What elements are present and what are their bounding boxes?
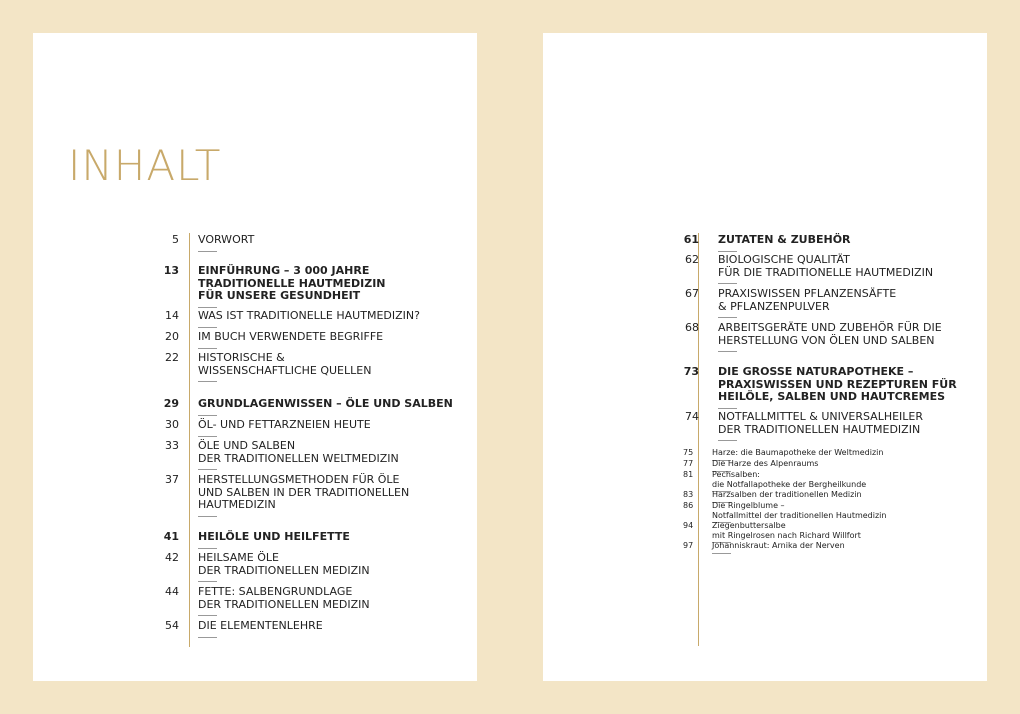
toc-entry-title xyxy=(198,265,386,308)
toc-page-number: 5 xyxy=(172,233,179,246)
toc-page-number: 29 xyxy=(163,397,179,410)
toc-page-number: 74 xyxy=(685,410,699,423)
toc-entry-title xyxy=(198,531,350,549)
toc-page-number: 62 xyxy=(685,253,699,266)
toc-page-number: 42 xyxy=(165,551,179,564)
toc-entry-underline xyxy=(198,581,217,582)
toc-entry-title xyxy=(198,440,399,470)
toc-entry-title-line: HISTORISCHE & xyxy=(198,351,285,364)
left-page xyxy=(33,33,477,681)
toc-entry-title-line: FETTE: SALBENGRUNDLAGE xyxy=(198,585,353,598)
toc-page-number: 44 xyxy=(165,585,179,598)
toc-page-number: 54 xyxy=(165,619,179,632)
toc-entry-underline xyxy=(718,408,737,409)
toc-entry-title-line: UND SALBEN IN DER TRADITIONELLEN xyxy=(198,485,410,499)
toc-entry-title-line: Die Harze des Alpenraums xyxy=(712,459,819,468)
toc-entry-title xyxy=(718,411,923,441)
toc-page-number: 41 xyxy=(163,530,179,543)
toc-page-number: 75 xyxy=(683,448,694,457)
toc-entry-title-line: HEILÖLE UND HEILFETTE xyxy=(198,530,350,543)
toc-entry-underline xyxy=(718,283,737,284)
toc-page-number: 67 xyxy=(685,287,699,300)
toc-entry-title xyxy=(712,541,845,554)
toc-page-number: 83 xyxy=(683,490,694,499)
toc-entry-underline xyxy=(718,317,737,318)
toc-entry-title xyxy=(198,398,453,416)
toc-entry-title xyxy=(718,288,896,318)
toc-entry-title-line: DIE ELEMENTENLEHRE xyxy=(198,619,323,632)
toc-entry-underline xyxy=(718,351,737,352)
toc-page-number: 61 xyxy=(683,233,699,246)
toc-entry-title-line: Johanniskraut: Arnika der Nerven xyxy=(712,541,845,550)
toc-entry-title xyxy=(718,254,933,284)
toc-entry-title-line: HAUTMEDIZIN xyxy=(198,498,276,511)
toc-page-number: 14 xyxy=(165,309,179,322)
toc-entry-title xyxy=(712,521,861,543)
toc-entry-underline xyxy=(198,436,217,437)
toc-page-number: 13 xyxy=(163,264,179,277)
toc-page-number: 73 xyxy=(683,365,699,378)
toc-entry-title-line: ARBEITSGERÄTE UND ZUBEHÖR FÜR DIE xyxy=(718,321,942,334)
toc-entry-title-line: Harze: die Baumapotheke der Weltmedizin xyxy=(712,448,884,457)
toc-entry-title xyxy=(198,352,371,382)
toc-entry-title-line: & PFLANZENPULVER xyxy=(718,299,830,313)
toc-entry-underline xyxy=(198,415,217,416)
toc-page-number: 30 xyxy=(165,418,179,431)
toc-entry-title-line: die Notfallapotheke der Bergheilkunde xyxy=(712,479,867,489)
toc-entry-title-line: HERSTELLUNG VON ÖLEN UND SALBEN xyxy=(718,333,935,347)
toc-entry-title-line: DER TRADITIONELLEN HAUTMEDIZIN xyxy=(718,422,921,436)
toc-entry-title-line: EINFÜHRUNG – 3 000 JAHRE xyxy=(198,264,370,277)
toc-entry-title-line: WISSENSCHAFTLICHE QUELLEN xyxy=(198,363,372,377)
toc-entry-title-line: IM BUCH VERWENDETE BEGRIFFE xyxy=(198,330,384,343)
toc-entry-underline xyxy=(198,348,217,349)
toc-entry-title-line: DER TRADITIONELLEN MEDIZIN xyxy=(198,597,370,611)
right-page xyxy=(543,33,987,681)
toc-entry-title-line: BIOLOGISCHE QUALITÄT xyxy=(718,253,850,266)
toc-page-number: 20 xyxy=(165,330,179,343)
toc-page-number: 86 xyxy=(683,501,694,510)
toc-entry-title-line: TRADITIONELLE HAUTMEDIZIN xyxy=(198,276,386,290)
toc-entry-title-line: DIE GROSSE NATURAPOTHEKE – xyxy=(718,365,914,378)
toc-entry-title xyxy=(198,310,420,328)
toc-entry-title-line: FÜR DIE TRADITIONELLE HAUTMEDIZIN xyxy=(718,265,934,279)
toc-entry-title-line: ZUTATEN & ZUBEHÖR xyxy=(718,233,851,246)
toc-page-number: 22 xyxy=(165,351,179,364)
toc-entry-title-line: HERSTELLUNGSMETHODEN FÜR ÖLE xyxy=(198,473,400,486)
toc-entry-underline xyxy=(198,548,217,549)
toc-entry-underline xyxy=(198,516,217,517)
toc-entry-title xyxy=(718,234,851,252)
toc-entry-title-line: Ziegenbuttersalbe xyxy=(712,521,786,530)
toc-entry-title xyxy=(712,470,866,492)
toc-entry-title xyxy=(198,234,254,252)
toc-entry-title-line: PRAXISWISSEN UND REZEPTUREN FÜR xyxy=(718,377,957,391)
toc-entry-underline xyxy=(198,251,217,252)
toc-entry-underline xyxy=(198,307,217,308)
toc-entry-title-line: PRAXISWISSEN PFLANZENSÄFTE xyxy=(718,287,897,300)
toc-entry-underline xyxy=(198,381,217,382)
toc-entry-title xyxy=(198,586,370,616)
toc-entry-title-line: HEILSAME ÖLE xyxy=(198,551,279,564)
toc-entry-title-line: VORWORT xyxy=(198,233,255,246)
toc-entry-underline xyxy=(198,637,217,638)
toc-entry-title-line: NOTFALLMITTEL & UNIVERSALHEILER xyxy=(718,410,924,423)
toc-entry-title-line: DER TRADITIONELLEN MEDIZIN xyxy=(198,563,370,577)
toc-entry-title-line: Harzsalben der traditionellen Medizin xyxy=(712,490,862,499)
toc-entry-title-line: Notfallmittel der traditionellen Hautmedizin xyxy=(712,510,887,520)
toc-entry-title xyxy=(198,419,371,437)
toc-entry-title-line: Pechsalben: xyxy=(712,470,760,479)
toc-entry-underline xyxy=(718,251,737,252)
toc-entry-underline xyxy=(198,327,217,328)
toc-entry-title-line: ÖL- UND FETTARZNEIEN HEUTE xyxy=(198,418,371,431)
toc-entry-underline xyxy=(718,440,737,441)
toc-page-number: 97 xyxy=(683,541,694,550)
toc-entry-title-line: WAS IST TRADITIONELLE HAUTMEDIZIN? xyxy=(198,309,420,322)
toc-entry-title-line: FÜR UNSERE GESUNDHEIT xyxy=(198,289,361,302)
toc-entry-title xyxy=(198,620,323,638)
toc-page-number: 81 xyxy=(683,470,694,479)
toc-entry-title-line: ÖLE UND SALBEN xyxy=(198,439,296,452)
toc-divider-line xyxy=(189,233,190,647)
toc-entry-title-line: HEILÖLE, SALBEN UND HAUTCREMES xyxy=(718,390,946,403)
toc-page-number: 77 xyxy=(683,459,694,468)
toc-entry-title xyxy=(718,366,957,409)
toc-entry-underline xyxy=(198,469,217,470)
toc-entry-title xyxy=(198,474,409,517)
toc-entry-title-line: Die Ringelblume – xyxy=(712,501,785,510)
toc-entry-underline xyxy=(712,553,731,554)
toc-entry-title xyxy=(198,331,383,349)
toc-entry-title-line: GRUNDLAGENWISSEN – ÖLE UND SALBEN xyxy=(198,397,453,410)
toc-page-number: 33 xyxy=(165,439,179,452)
toc-entry-title xyxy=(718,322,942,352)
toc-entry-title xyxy=(198,552,370,582)
toc-entry-underline xyxy=(198,615,217,616)
toc-page-number: 68 xyxy=(685,321,699,334)
page-title: INHALT xyxy=(68,141,222,190)
toc-page-number: 94 xyxy=(683,521,694,530)
toc-entry-title xyxy=(712,501,886,523)
toc-entry-title-line: DER TRADITIONELLEN WELTMEDIZIN xyxy=(198,451,399,465)
toc-entry-title-line: mit Ringelrosen nach Richard Willfort xyxy=(712,530,861,540)
toc-page-number: 37 xyxy=(165,473,179,486)
